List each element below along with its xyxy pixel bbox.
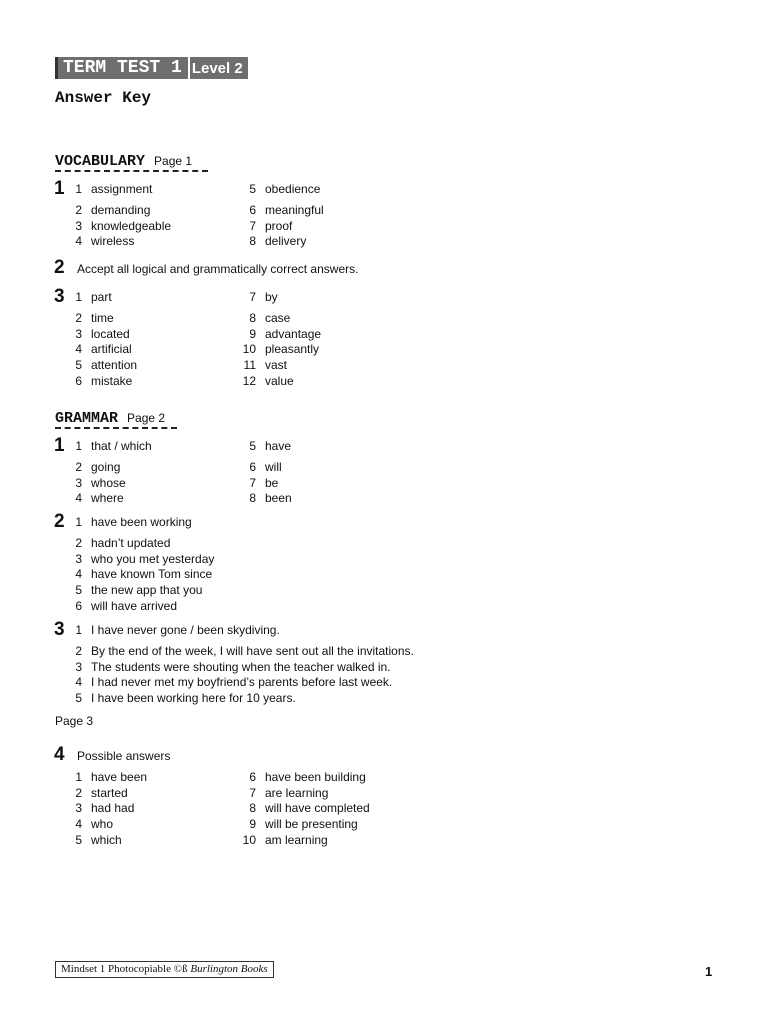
footer-text: Mindset 1 Photocopiable © <box>61 963 183 975</box>
answer-text: that / which <box>91 439 152 453</box>
answer-text: I have never gone / been skydiving. <box>91 623 280 637</box>
answer-text: artificial <box>91 342 132 357</box>
grammar-section-heading <box>55 410 165 427</box>
answer-text: time <box>91 311 114 325</box>
answer-number: 11 <box>243 358 256 373</box>
answer-number: 10 <box>242 832 256 847</box>
answer-text: By the end of the week, I will have sent out all the invitations. <box>91 644 414 658</box>
answer-text: demanding <box>91 203 151 217</box>
answer-text: had had <box>91 801 135 816</box>
answer-text: where <box>91 491 124 506</box>
vocab-ex2-number: 2 <box>54 257 65 278</box>
answer-number: 3 <box>75 475 82 490</box>
answer-number: 7 <box>249 475 256 490</box>
vocabulary-title: VOCABULARY <box>55 153 146 170</box>
page-3-label: Page 3 <box>55 714 94 728</box>
answer-number: 3 <box>75 326 82 341</box>
answer-number: 3 <box>75 551 82 566</box>
answer-text: have been working <box>91 515 192 529</box>
answer-text: obedience <box>265 182 321 196</box>
answer-text: been <box>265 491 292 506</box>
answer-number: 5 <box>75 583 82 598</box>
answer-number: 5 <box>75 832 82 847</box>
answer-number: 9 <box>249 817 256 832</box>
answer-text: The students were shouting when the teacher walked in. <box>91 659 391 674</box>
answer-text: the new app that you <box>91 583 203 598</box>
term-test-title: TERM TEST 1 <box>55 57 188 79</box>
answer-number: 6 <box>75 373 82 388</box>
answer-text: pleasantly <box>265 342 320 357</box>
answer-number: 1 <box>75 770 82 784</box>
answer-number: 4 <box>75 817 82 832</box>
grammar-ex3-number: 3 <box>54 619 65 640</box>
answer-number: 4 <box>75 234 82 249</box>
answer-text: whose <box>91 475 126 490</box>
answer-text: located <box>91 326 130 341</box>
vocabulary-section-heading <box>55 153 192 170</box>
answer-key-title: Answer Key <box>55 89 152 107</box>
answer-number: 8 <box>249 311 256 325</box>
answer-text: vast <box>265 358 288 373</box>
answer-text: be <box>265 475 279 490</box>
footer-copyright <box>55 961 274 978</box>
vocab-ex2-text: Accept all logical and grammatically correct answers. <box>77 262 359 276</box>
answer-number: 10 <box>242 342 256 357</box>
vocabulary-page: Page 1 <box>154 154 193 168</box>
answer-text: knowledgeable <box>91 218 172 233</box>
answer-number: 2 <box>75 785 82 800</box>
burlington-logo: ß <box>182 963 188 975</box>
answer-number: 7 <box>249 218 256 233</box>
answer-number: 2 <box>75 536 82 550</box>
answer-number: 4 <box>75 567 82 582</box>
answer-text: case <box>265 311 291 325</box>
grammar-ex4-number: 4 <box>54 744 65 765</box>
answer-number: 2 <box>75 460 82 474</box>
term-test-header <box>55 57 248 79</box>
answer-text: mistake <box>91 373 133 388</box>
grammar-underline <box>55 427 177 429</box>
answer-number: 8 <box>249 234 256 249</box>
answer-text: will have completed <box>265 801 370 816</box>
answer-text: delivery <box>265 234 307 249</box>
answer-text: wireless <box>91 234 135 249</box>
answer-number: 1 <box>75 623 82 637</box>
grammar-ex4-intro: Possible answers <box>77 749 171 763</box>
level-label: Level 2 <box>190 57 248 79</box>
answer-number: 4 <box>75 675 82 690</box>
answer-text: value <box>265 373 294 388</box>
answer-text: assignment <box>91 182 153 196</box>
answer-text: attention <box>91 358 138 373</box>
page-number: 1 <box>705 964 713 979</box>
answer-number: 1 <box>75 515 82 529</box>
answer-number: 12 <box>242 373 256 388</box>
answer-text: advantage <box>265 326 322 341</box>
answer-text: hadn’t updated <box>91 536 171 550</box>
answer-text: by <box>265 290 278 304</box>
answer-text: proof <box>265 218 293 233</box>
grammar-page: Page 2 <box>127 411 166 425</box>
vocab-ex3-number: 3 <box>54 286 65 307</box>
answer-number: 5 <box>249 439 256 453</box>
answer-text: have been <box>91 770 148 784</box>
answer-number: 2 <box>75 203 82 217</box>
answer-number: 1 <box>75 290 82 304</box>
footer-publisher: Burlington Books <box>190 963 268 975</box>
answer-number: 5 <box>75 358 82 373</box>
answer-number: 8 <box>249 491 256 506</box>
answer-text: will <box>265 460 282 474</box>
answer-number: 1 <box>75 439 82 453</box>
answer-text: who you met yesterday <box>91 551 215 566</box>
grammar-title: GRAMMAR <box>55 410 119 427</box>
answer-number: 3 <box>75 659 82 674</box>
answer-number: 9 <box>249 326 256 341</box>
answer-number: 4 <box>75 342 82 357</box>
answer-number: 2 <box>75 644 82 658</box>
answer-text: which <box>91 832 122 847</box>
answer-number: 3 <box>75 218 82 233</box>
answer-number: 3 <box>75 801 82 816</box>
answer-number: 6 <box>75 598 82 613</box>
answer-number: 1 <box>75 182 82 196</box>
answer-number: 7 <box>249 785 256 800</box>
answer-text: started <box>91 785 128 800</box>
answer-number: 6 <box>249 770 256 784</box>
answer-number: 8 <box>249 801 256 816</box>
vocab-ex1-number: 1 <box>54 178 65 199</box>
answer-text: will have arrived <box>91 598 178 613</box>
grammar-ex2-number: 2 <box>54 511 65 532</box>
answer-text: will be presenting <box>265 817 358 832</box>
answer-number: 2 <box>75 311 82 325</box>
answer-text: going <box>91 460 121 474</box>
answer-text: who <box>91 817 114 832</box>
grammar-ex1-number: 1 <box>54 435 65 456</box>
answer-number: 5 <box>249 182 256 196</box>
answer-text: are learning <box>265 785 329 800</box>
answer-text: have known Tom since <box>91 567 213 582</box>
answer-text: I have been working here for 10 years. <box>91 691 296 706</box>
answer-number: 4 <box>75 491 82 506</box>
answer-number: 5 <box>75 691 82 706</box>
answer-text: I had never met my boyfriend’s parents before last week. <box>91 675 393 690</box>
answer-text: have <box>265 439 292 453</box>
answer-number: 7 <box>249 290 256 304</box>
answer-number: 6 <box>249 460 256 474</box>
answer-text: am learning <box>265 832 328 847</box>
answer-text: have been building <box>265 770 366 784</box>
answer-number: 6 <box>249 203 256 217</box>
answer-text: part <box>91 290 112 304</box>
answer-text: meaningful <box>265 203 324 217</box>
vocabulary-underline <box>55 170 208 172</box>
